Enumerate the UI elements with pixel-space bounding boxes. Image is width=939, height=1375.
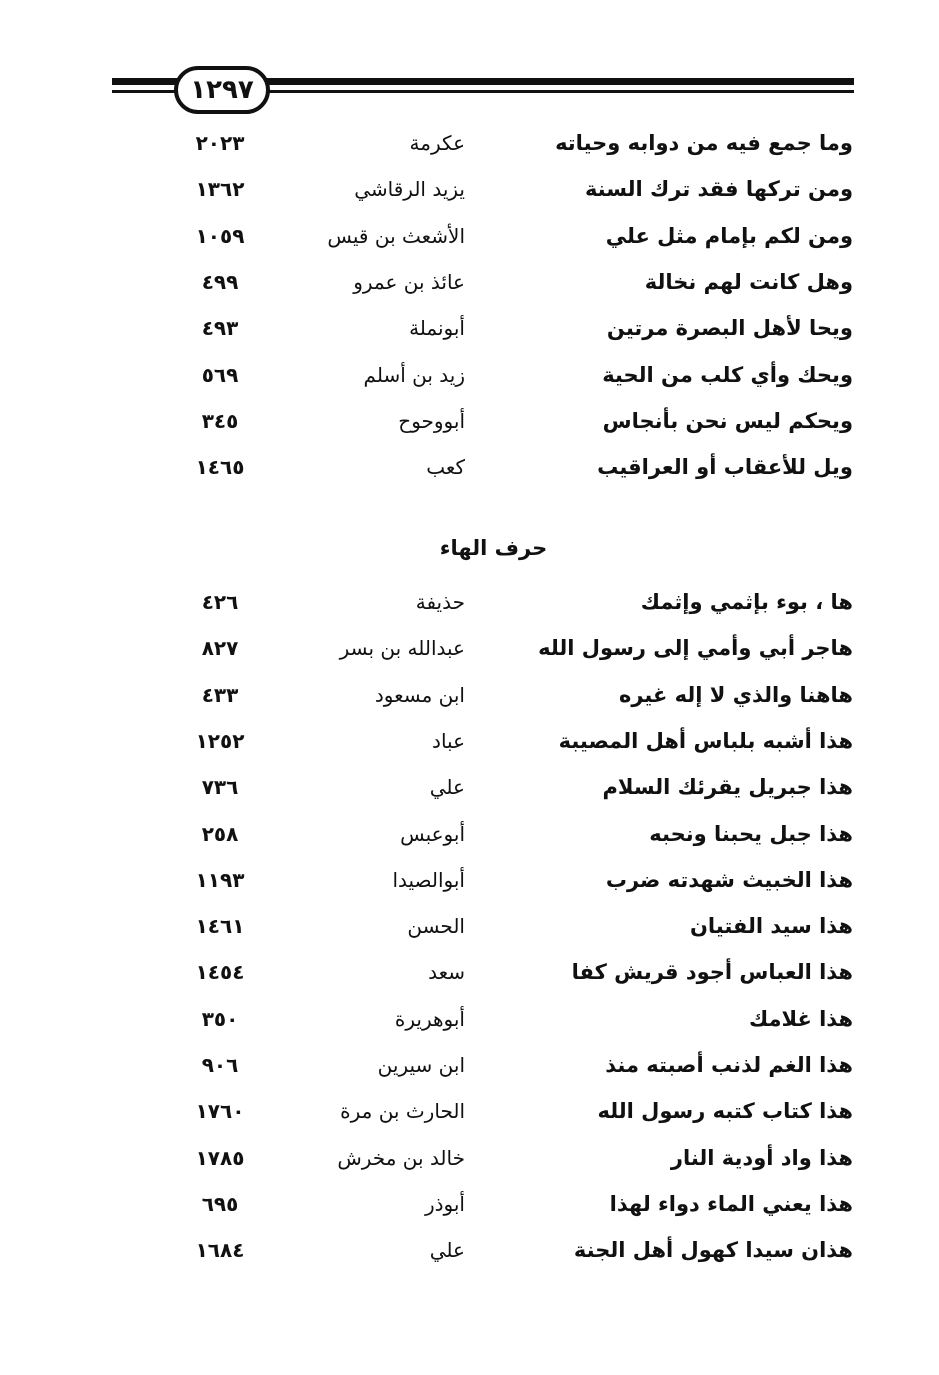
narrator-name: كعب (426, 455, 465, 480)
index-row (0, 675, 939, 721)
hadith-phrase: هاهنا والذي لا إله غيره (618, 682, 853, 707)
index-row (0, 1091, 939, 1137)
index-row (0, 582, 939, 628)
index-row (0, 860, 939, 906)
hadith-number: ١٤٥٤ (195, 960, 245, 985)
hadith-number: ٤٢٦ (201, 590, 239, 614)
narrator-name: أبوعبس (400, 821, 465, 846)
index-row (0, 999, 939, 1045)
narrator-name: عكرمة (409, 131, 465, 155)
hadith-number: ٣٥٠ (201, 1006, 239, 1031)
index-row (0, 308, 939, 354)
index-row (0, 169, 939, 215)
hadith-number: ٨٢٧ (201, 636, 239, 661)
narrator-name: سعد (428, 960, 465, 985)
index-row (0, 814, 939, 860)
hadith-number: ١٢٥٢ (195, 728, 245, 753)
hadith-phrase: هذا يعني الماء دواء لهذا (609, 1191, 853, 1216)
hadith-phrase: وهل كانت لهم نخالة (644, 269, 853, 294)
narrator-name: يزيد الرقاشي (354, 177, 465, 202)
hadith-phrase: هذا أشبه بلباس أهل المصيبة (558, 728, 853, 753)
index-row (0, 767, 939, 813)
section-heading: حرف الهاء (439, 536, 548, 560)
hadith-phrase: ويحكم ليس نحن بأنجاس (602, 408, 853, 433)
hadith-phrase: هاجر أبي وأمي إلى رسول الله (538, 636, 853, 661)
hadith-phrase: ها ، بوء بإثمي وإثمك (640, 590, 853, 614)
index-row (0, 401, 939, 447)
hadith-phrase: هذا واد أودية النار (670, 1145, 853, 1170)
narrator-name: أبوذر (424, 1191, 465, 1216)
narrator-name: ابن سيرين (377, 1053, 465, 1077)
narrator-name: علي (429, 775, 465, 800)
narrator-name: أبوهريرة (394, 1006, 465, 1031)
hadith-phrase: ويل للأعقاب أو العراقيب (597, 455, 853, 480)
index-row (0, 1184, 939, 1230)
hadith-number: ١٦٨٤ (195, 1238, 245, 1263)
narrator-name: الحارث بن مرة (340, 1099, 465, 1124)
hadith-number: ٢٠٢٣ (195, 131, 245, 155)
hadith-number: ١٧٨٥ (195, 1145, 245, 1170)
header-rule-thin (262, 90, 854, 93)
narrator-name: أبوالصيدا (392, 867, 465, 892)
narrator-name: عائذ بن عمرو (353, 269, 465, 294)
index-row (0, 123, 939, 169)
hadith-number: ١٣٦٢ (195, 177, 245, 202)
hadith-number: ٤٣٣ (201, 682, 239, 707)
hadith-number: ٢٥٨ (201, 821, 239, 846)
narrator-name: علي (429, 1238, 465, 1263)
hadith-phrase: ويحك وأي كلب من الحية (602, 362, 853, 387)
hadith-number: ٧٣٦ (201, 775, 239, 800)
narrator-name: عبدالله بن بسر (339, 636, 465, 661)
header-rule-thick (262, 78, 854, 85)
index-row (0, 216, 939, 262)
index-row (0, 1230, 939, 1276)
narrator-name: ابن مسعود (374, 682, 465, 707)
hadith-number: ٩٠٦ (201, 1053, 239, 1077)
hadith-phrase: ومن تركها فقد ترك السنة (584, 177, 853, 202)
index-row (0, 355, 939, 401)
narrator-name: أبونملة (409, 316, 465, 341)
hadith-phrase: هذا سيد الفتيان (689, 914, 853, 939)
narrator-name: زيد بن أسلم (363, 362, 465, 387)
index-row (0, 1138, 939, 1184)
index-row (0, 952, 939, 998)
hadith-phrase: ومن لكم بإمام مثل علي (605, 223, 853, 248)
hadith-phrase: هذا الخبيث شهدته ضرب (605, 867, 853, 892)
hadith-phrase: هذا جبريل يقرئك السلام (602, 775, 853, 800)
hadith-number: ١٤٦٥ (195, 455, 245, 480)
hadith-phrase: هذا العباس أجود قريش كفا (571, 960, 853, 985)
hadith-number: ٤٩٩ (201, 269, 239, 294)
hadith-phrase: وما جمع فيه من دوابه وحياته (555, 131, 853, 155)
narrator-name: خالد بن مخرش (337, 1145, 465, 1170)
header-rule-left-thick (112, 78, 184, 85)
hadith-number: ٣٤٥ (201, 408, 239, 433)
index-row (0, 721, 939, 767)
hadith-number: ٤٩٣ (201, 316, 239, 341)
hadith-number: ٥٦٩ (201, 362, 239, 387)
narrator-name: الأشعث بن قيس (327, 223, 465, 248)
page-header (112, 66, 854, 118)
hadith-number: ٦٩٥ (201, 1191, 239, 1216)
index-row (0, 447, 939, 493)
index-row (0, 262, 939, 308)
hadith-phrase: هذان سيدا كهول أهل الجنة (573, 1238, 853, 1263)
index-row (0, 906, 939, 952)
hadith-phrase: ويحا لأهل البصرة مرتين (606, 316, 853, 341)
index-row (0, 628, 939, 674)
narrator-name: أبووحوح (398, 408, 465, 433)
hadith-number: ١١٩٣ (195, 867, 245, 892)
narrator-name: حذيفة (415, 590, 465, 614)
hadith-phrase: هذا جبل يحبنا ونحبه (649, 821, 853, 846)
hadith-phrase: هذا غلامك (748, 1006, 853, 1031)
hadith-phrase: هذا الغم لذنب أصبته منذ (605, 1053, 853, 1077)
hadith-number: ١٠٥٩ (195, 223, 245, 248)
hadith-phrase: هذا كتاب كتبه رسول الله (597, 1099, 853, 1124)
narrator-name: عباد (432, 728, 465, 753)
hadith-number: ١٤٦١ (195, 914, 245, 939)
page-number: ١٢٩٧ (174, 66, 270, 114)
hadith-number: ١٧٦٠ (195, 1099, 245, 1124)
index-row (0, 1045, 939, 1091)
narrator-name: الحسن (407, 914, 465, 939)
